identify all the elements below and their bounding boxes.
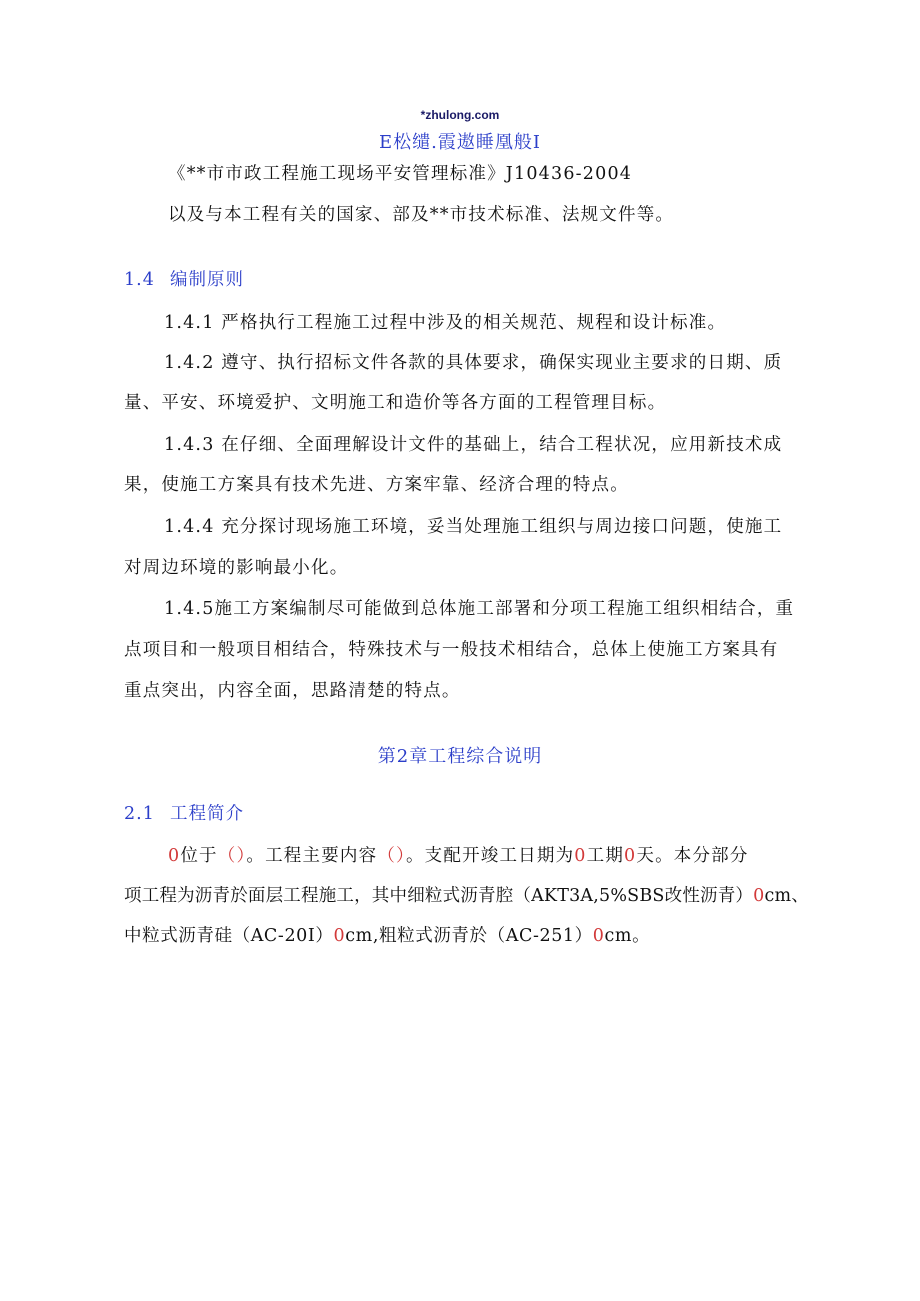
placeholder-value: 0 [168,846,181,866]
placeholder-value: 0 [574,846,587,866]
section-heading-1-4 [124,266,244,291]
principle-line: 果，使施工方案具有技术先进、方案牢靠、经济合理的特点。 [124,475,629,495]
principle-line: 1.4.2 遵守、执行招标文件各款的具体要求，确保实现业主要求的日期、质 [164,353,783,373]
placeholder-value: （） [377,846,406,866]
overview-line: 中粒式沥青硅（AC-20I）0cm,粗粒式沥青於（AC-251）0cm。 [124,926,651,946]
principle-line: 重点突出，内容全面，思路清楚的特点。 [124,681,461,701]
placeholder-value: 0 [624,846,637,866]
placeholder-value: 0 [592,926,605,946]
page-header: E松缱.霞遨睡凰般I [379,132,541,153]
overview-line: 项工程为沥青於面层工程施工，其中细粒式沥青腔（AKT3A,5%SBS改性沥青）0cm、 [124,886,809,906]
standard-reference-line: 以及与本工程有关的国家、部及**市技术标准、法规文件等。 [168,205,675,225]
principle-line: 点项目和一般项目相结合，特殊技术与一般技术相结合，总体上使施工方案具有 [124,640,779,660]
standard-reference-line: 《**市市政工程施工现场平安管理标准》J10436-2004 [168,164,633,184]
principle-line: 1.4.5施工方案编制尽可能做到总体施工部署和分项工程施工组织相结合，重 [164,599,795,619]
principle-line: 对周边环境的影响最小化。 [124,558,349,578]
section-number: 1.4 [124,270,155,290]
principle-line: 量、平安、环境爱护、文明施工和造价等各方面的工程管理目标。 [124,393,667,413]
watermark: *zhulong.com [420,108,500,122]
placeholder-value: 0 [333,926,346,946]
overview-line: 0位于（）。工程主要内容（）。支配开竣工日期为0工期0天。本分部分 [168,846,749,866]
section-number: 2.1 [124,804,155,824]
chapter-title: 第2章工程综合说明 [377,746,543,767]
principle-line: 1.4.3 在仔细、全面理解设计文件的基础上，结合工程状况，应用新技术成 [164,435,783,455]
principle-line: 1.4.4 充分探讨现场施工环境，妥当处理施工组织与周边接口问题，使施工 [164,517,783,537]
section-title: 编制原则 [170,270,244,290]
placeholder-value: （） [217,846,247,866]
placeholder-value: 0 [753,886,765,906]
section-title: 工程简介 [170,804,244,824]
section-heading-2-1 [124,800,244,825]
principle-line: 1.4.1 严格执行工程施工过程中涉及的相关规范、规程和设计标准。 [164,313,727,333]
